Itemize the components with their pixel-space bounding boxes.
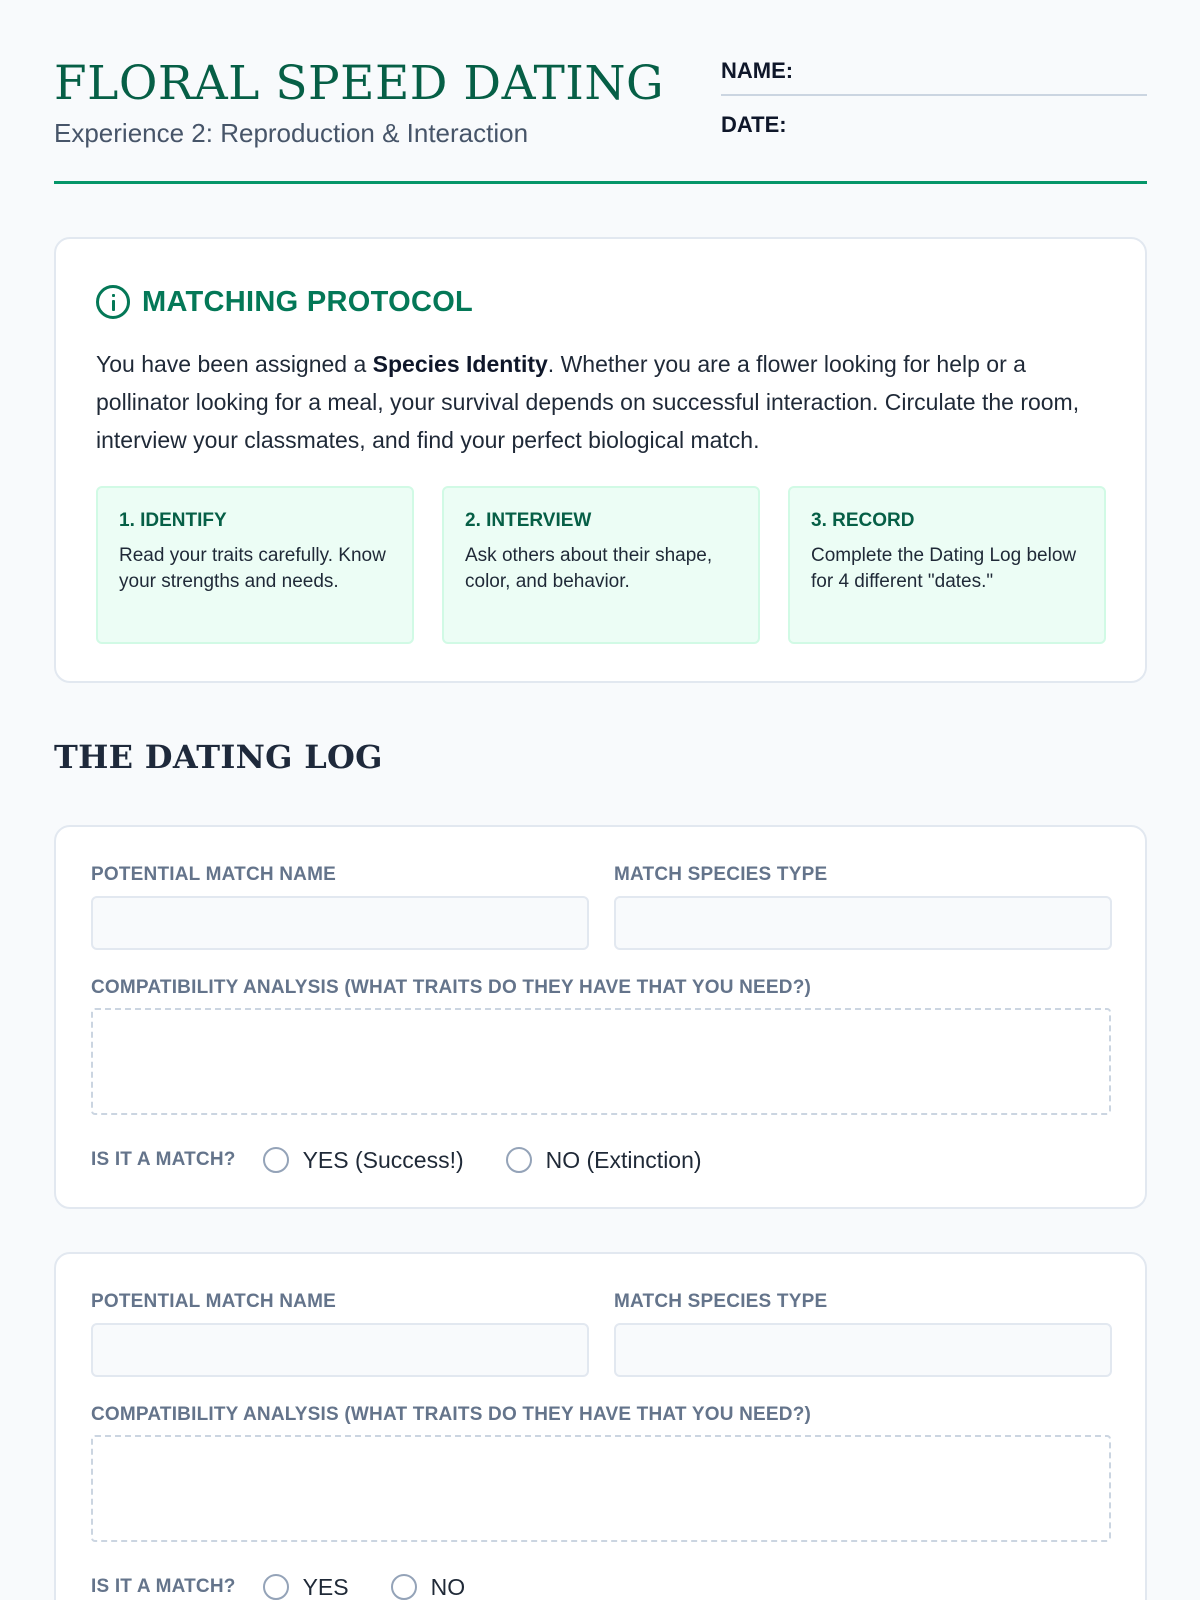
species-type-input[interactable] xyxy=(614,896,1112,950)
protocol-intro xyxy=(96,345,1106,459)
protocol-title: MATCHING PROTOCOL xyxy=(142,285,474,318)
compatibility-label: COMPATIBILITY ANALYSIS (WHAT TRAITS DO THEY HAVE THAT YOU NEED?) xyxy=(91,1404,812,1425)
step-record xyxy=(788,486,1106,644)
step-title: 1. IDENTIFY xyxy=(119,510,227,531)
no-radio[interactable] xyxy=(506,1147,532,1173)
species-type-label: MATCH SPECIES TYPE xyxy=(614,864,828,885)
compatibility-textarea[interactable] xyxy=(91,1435,1111,1542)
worksheet-page xyxy=(54,0,1147,1600)
date-label: DATE: xyxy=(721,112,787,137)
species-type-label: MATCH SPECIES TYPE xyxy=(614,1291,828,1312)
protocol-steps xyxy=(96,486,1106,644)
match-name-label: POTENTIAL MATCH NAME xyxy=(91,1291,337,1312)
no-radio[interactable] xyxy=(391,1574,417,1600)
info-icon xyxy=(96,285,130,319)
matching-protocol-card xyxy=(54,237,1147,683)
match-radio-group xyxy=(91,1145,702,1175)
match-radio-group xyxy=(91,1572,465,1600)
step-title: 3. RECORD xyxy=(811,510,915,531)
dating-log-entry xyxy=(54,825,1147,1209)
match-name-input[interactable] xyxy=(91,896,589,950)
dating-log-entry xyxy=(54,1252,1147,1600)
name-field[interactable] xyxy=(721,56,1147,96)
page-subtitle: Experience 2: Reproduction & Interaction xyxy=(54,118,529,148)
protocol-heading xyxy=(96,285,473,319)
species-identity-bold: Species Identity xyxy=(372,351,548,377)
yes-radio[interactable] xyxy=(263,1147,289,1173)
step-identify xyxy=(96,486,414,644)
step-title: 2. INTERVIEW xyxy=(465,510,592,531)
step-text: Read your traits carefully. Know your strengths and needs. xyxy=(119,545,386,592)
intro-text-end: . Whether you are a flower looking for help or a pollinator looking for a meal, your survival depends on successful interaction. Circulate the room, interview your classmates, and find your perfect biological match. xyxy=(96,351,1080,453)
step-text: Complete the Dating Log below for 4 different "dates." xyxy=(811,545,1077,592)
step-interview xyxy=(442,486,760,644)
compatibility-label: COMPATIBILITY ANALYSIS (WHAT TRAITS DO THEY HAVE THAT YOU NEED?) xyxy=(91,977,812,998)
intro-text-start: You have been assigned a xyxy=(96,351,373,377)
is-match-label: IS IT A MATCH? xyxy=(91,1576,236,1597)
name-label: NAME: xyxy=(721,58,794,83)
yes-option-label[interactable]: YES (Success!) xyxy=(302,1146,464,1173)
match-name-input[interactable] xyxy=(91,1323,589,1377)
yes-option-label[interactable]: YES xyxy=(302,1573,349,1600)
no-option-label[interactable]: NO (Extinction) xyxy=(545,1146,702,1173)
no-option-label[interactable]: NO xyxy=(430,1573,466,1600)
species-type-input[interactable] xyxy=(614,1323,1112,1377)
step-text: Ask others about their shape, color, and behavior. xyxy=(465,545,713,592)
header xyxy=(54,0,1147,184)
student-meta xyxy=(721,56,1147,150)
compatibility-textarea[interactable] xyxy=(91,1008,1111,1115)
yes-radio[interactable] xyxy=(263,1574,289,1600)
is-match-label: IS IT A MATCH? xyxy=(91,1149,236,1170)
match-name-label: POTENTIAL MATCH NAME xyxy=(91,864,337,885)
dating-log-title: THE DATING LOG xyxy=(54,738,383,776)
date-field[interactable] xyxy=(721,110,1147,150)
page-title: FLORAL SPEED DATING xyxy=(54,56,665,111)
